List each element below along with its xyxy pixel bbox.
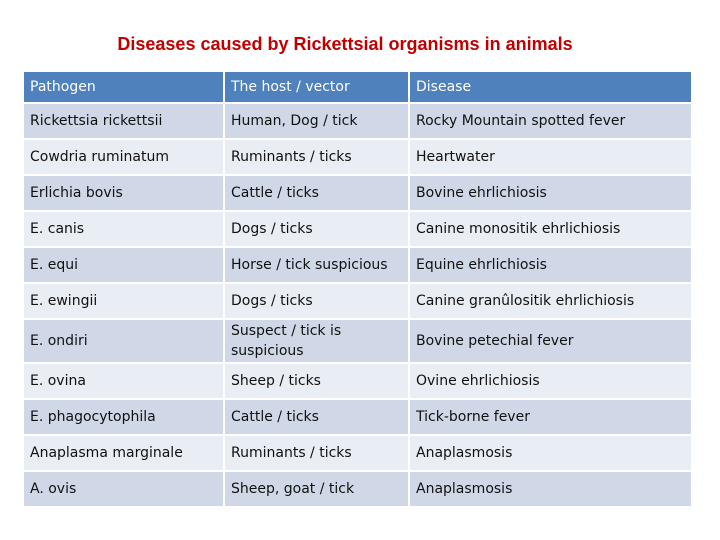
table-row [24, 140, 691, 174]
table-row [24, 364, 691, 398]
cell-pathogen: E. ewingii [24, 284, 223, 318]
cell-disease: Bovine ehrlichiosis [410, 176, 691, 210]
cell-pathogen: E. canis [24, 212, 223, 246]
cell-pathogen: Rickettsia rickettsii [24, 104, 223, 138]
cell-host-vector: Horse / tick suspicious [225, 248, 408, 282]
cell-host-vector: Ruminants / ticks [225, 140, 408, 174]
page-title: Diseases caused by Rickettsial organisms in animals [117, 34, 573, 54]
cell-disease: Canine granûlositik ehrlichiosis [410, 284, 691, 318]
table-row [24, 248, 691, 282]
header-pathogen: Pathogen [24, 72, 223, 102]
cell-disease: Ovine ehrlichiosis [410, 364, 691, 398]
cell-host-vector: Sheep / ticks [225, 364, 408, 398]
table-row [24, 176, 691, 210]
cell-disease: Rocky Mountain spotted fever [410, 104, 691, 138]
cell-disease: Equine ehrlichiosis [410, 248, 691, 282]
table-row [24, 320, 691, 362]
table-row [24, 472, 691, 506]
table-header-row [24, 72, 691, 102]
cell-disease: Canine monositik ehrlichiosis [410, 212, 691, 246]
cell-host-vector: Dogs / ticks [225, 284, 408, 318]
header-host-vector: The host / vector [225, 72, 408, 102]
cell-pathogen: Erlichia bovis [24, 176, 223, 210]
cell-disease: Anaplasmosis [410, 436, 691, 470]
cell-pathogen: A. ovis [24, 472, 223, 506]
cell-pathogen: Anaplasma marginale [24, 436, 223, 470]
table-row [24, 436, 691, 470]
cell-host-vector: Ruminants / ticks [225, 436, 408, 470]
cell-disease: Heartwater [410, 140, 691, 174]
cell-host-vector: Cattle / ticks [225, 176, 408, 210]
cell-pathogen: E. ondiri [24, 320, 223, 362]
cell-host-vector: Human, Dog / tick [225, 104, 408, 138]
table-row [24, 212, 691, 246]
table-row [24, 104, 691, 138]
cell-host-vector: Sheep, goat / tick [225, 472, 408, 506]
disease-table [22, 70, 693, 508]
cell-disease: Tick-borne fever [410, 400, 691, 434]
cell-host-vector: Suspect / tick is suspicious [225, 320, 408, 362]
header-disease: Disease [410, 72, 691, 102]
cell-pathogen: E. equi [24, 248, 223, 282]
cell-pathogen: Cowdria ruminatum [24, 140, 223, 174]
cell-disease: Bovine petechial fever [410, 320, 691, 362]
table-row [24, 400, 691, 434]
cell-host-vector: Dogs / ticks [225, 212, 408, 246]
cell-host-vector: Cattle / ticks [225, 400, 408, 434]
cell-disease: Anaplasmosis [410, 472, 691, 506]
table-row [24, 284, 691, 318]
cell-pathogen: E. ovina [24, 364, 223, 398]
cell-pathogen: E. phagocytophila [24, 400, 223, 434]
